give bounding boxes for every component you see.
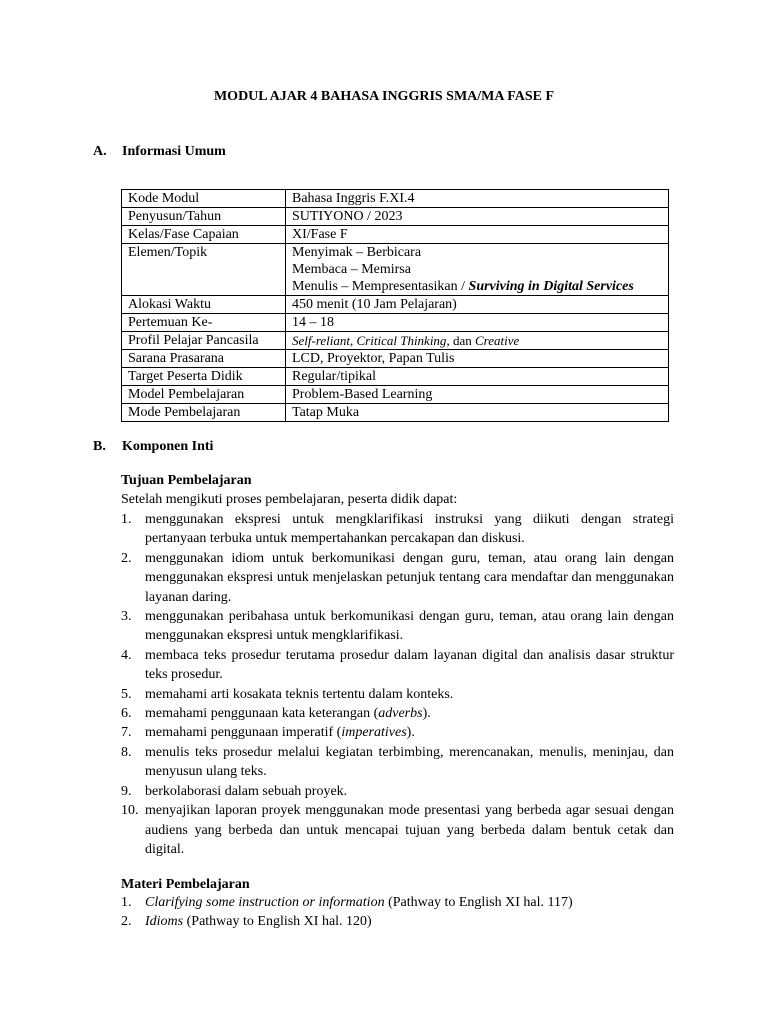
section-b-heading <box>93 438 213 456</box>
profile-sep-2: , dan <box>446 333 475 348</box>
list-text-em: Idioms <box>145 914 184 930</box>
table-row <box>122 190 669 208</box>
tujuan-intro: Setelah mengikuti proses pembelajaran, peserta didik dapat: <box>121 492 458 507</box>
list-text: menyajikan laporan proyek menggunakan mode presentasi yang berbeda agar sesuai dengan audiens yang berbeda dan untuk mencapai tujuan yang berbeda dalam bentuk cetak dan digital. <box>145 803 674 857</box>
list-item <box>121 743 674 782</box>
list-item <box>121 801 674 859</box>
table-row <box>122 386 669 404</box>
table-key: Target Peserta Didik <box>122 368 286 386</box>
table-value: Bahasa Inggris F.XI.4 <box>286 190 669 208</box>
list-number: 1. <box>121 512 132 527</box>
topic-line <box>292 278 662 295</box>
section-b-title: Komponen Inti <box>122 439 214 454</box>
list-text: menggunakan idiom untuk berkomunikasi dengan guru, teman, atau orang lain dengan menggunakan ekspresi untuk menjelaskan petunjuk tentang cara mendaftar dan menggunakan layanan daring. <box>145 550 674 605</box>
topic-line: Membaca – Memirsa <box>292 262 411 277</box>
table-row <box>122 208 669 226</box>
table-key: Alokasi Waktu <box>122 296 286 314</box>
list-text-pre: memahami penggunaan imperatif ( <box>145 725 342 741</box>
table-value: Problem-Based Learning <box>286 386 669 404</box>
list-item <box>121 646 674 685</box>
table-row <box>122 314 669 332</box>
section-a-letter: A. <box>93 144 107 159</box>
info-table <box>121 189 669 422</box>
list-item <box>121 685 674 704</box>
document-title: MODUL AJAR 4 BAHASA INGGRIS SMA/MA FASE F <box>213 89 555 104</box>
list-text: menggunakan peribahasa untuk berkomunikasi dengan guru, teman, atau orang lain dengan menggunakan ekspresi untuk mengklarifikasi. <box>145 609 674 644</box>
list-item <box>121 704 674 723</box>
list-number: 8. <box>121 744 132 760</box>
section-b-letter: B. <box>93 439 106 454</box>
table-value: 450 menit (10 Jam Pelajaran) <box>286 296 669 314</box>
list-item <box>121 893 674 912</box>
profile-value-2: Critical Thinking <box>356 333 447 348</box>
table-value <box>286 244 669 296</box>
table-row <box>122 296 669 314</box>
list-text-post: ). <box>406 725 415 741</box>
table-row <box>122 226 669 244</box>
table-row <box>122 350 669 368</box>
table-key: Sarana Prasarana <box>122 350 286 368</box>
tujuan-list <box>121 510 674 859</box>
table-key: Model Pembelajaran <box>122 386 286 404</box>
list-number: 5. <box>121 686 132 702</box>
table-value: XI/Fase F <box>286 226 669 244</box>
table-key: Kode Modul <box>122 190 286 208</box>
list-text: memahami arti kosakata teknis tertentu dalam konteks. <box>145 686 454 702</box>
list-number: 4. <box>121 647 132 663</box>
list-number: 7. <box>121 725 132 741</box>
list-text: berkolaborasi dalam sebuah proyek. <box>145 783 348 799</box>
list-number: 3. <box>121 609 132 625</box>
topic-title: Surviving in Digital Services <box>468 279 634 294</box>
table-value: SUTIYONO / 2023 <box>286 208 669 226</box>
table-key: Profil Pelajar Pancasila <box>122 332 286 350</box>
table-row <box>122 332 669 350</box>
list-text: menulis teks prosedur melalui kegiatan terbimbing, merencanakan, menulis, meninjau, dan menyusun ulang teks. <box>145 744 674 780</box>
table-key: Pertemuan Ke- <box>122 314 286 332</box>
topic-line-prefix: Menulis – Mempresentasikan / <box>292 279 469 294</box>
list-number: 10. <box>121 803 139 819</box>
table-value: Regular/tipikal <box>286 368 669 386</box>
topic-line: Menyimak – Berbicara <box>292 245 422 260</box>
list-text-post: (Pathway to English XI hal. 117) <box>384 895 573 910</box>
materi-heading: Materi Pembelajaran <box>121 877 250 892</box>
table-key: Mode Pembelajaran <box>122 404 286 422</box>
tujuan-heading: Tujuan Pembelajaran <box>121 473 252 488</box>
table-row <box>122 404 669 422</box>
table-key: Kelas/Fase Capaian <box>122 226 286 244</box>
list-number: 9. <box>121 783 132 799</box>
list-number: 1. <box>121 895 132 910</box>
list-text-em: adverbs <box>378 706 423 722</box>
list-text-em: imperatives <box>341 725 407 741</box>
list-item <box>121 549 674 607</box>
table-value: 14 – 18 <box>286 314 669 332</box>
list-text: menggunakan ekspresi untuk mengklarifikasi instruksi yang diikuti dengan strategi pertanyaan terbuka untuk mempertahankan percakapan dan diskusi. <box>145 512 674 547</box>
list-text-em: Clarifying some instruction or information <box>145 895 385 910</box>
profile-value-3: Creative <box>474 333 520 348</box>
table-value <box>286 332 669 350</box>
list-number: 2. <box>121 550 132 566</box>
list-text-post: ). <box>422 706 431 722</box>
list-item <box>121 607 674 646</box>
table-row <box>122 368 669 386</box>
section-a-heading <box>93 143 226 161</box>
list-number: 2. <box>121 914 132 930</box>
list-item <box>121 782 674 801</box>
table-key: Elemen/Topik <box>122 244 286 296</box>
list-text-post: (Pathway to English XI hal. 120) <box>183 914 372 930</box>
table-key: Penyusun/Tahun <box>122 208 286 226</box>
list-text: membaca teks prosedur terutama prosedur dalam layanan digital dan analisis dasar struktur teks prosedur. <box>145 647 674 683</box>
list-item <box>121 912 674 931</box>
profile-value-1: Self-reliant <box>292 333 351 348</box>
list-number: 6. <box>121 706 132 722</box>
profile-sep-1: , <box>350 333 357 348</box>
table-row <box>122 244 669 296</box>
table-value: LCD, Proyektor, Papan Tulis <box>286 350 669 368</box>
list-item <box>121 723 674 742</box>
materi-list <box>121 893 674 932</box>
section-a-title: Informasi Umum <box>122 144 226 159</box>
list-item <box>121 510 674 549</box>
list-text-pre: memahami penggunaan kata keterangan ( <box>145 706 379 722</box>
table-value: Tatap Muka <box>286 404 669 422</box>
